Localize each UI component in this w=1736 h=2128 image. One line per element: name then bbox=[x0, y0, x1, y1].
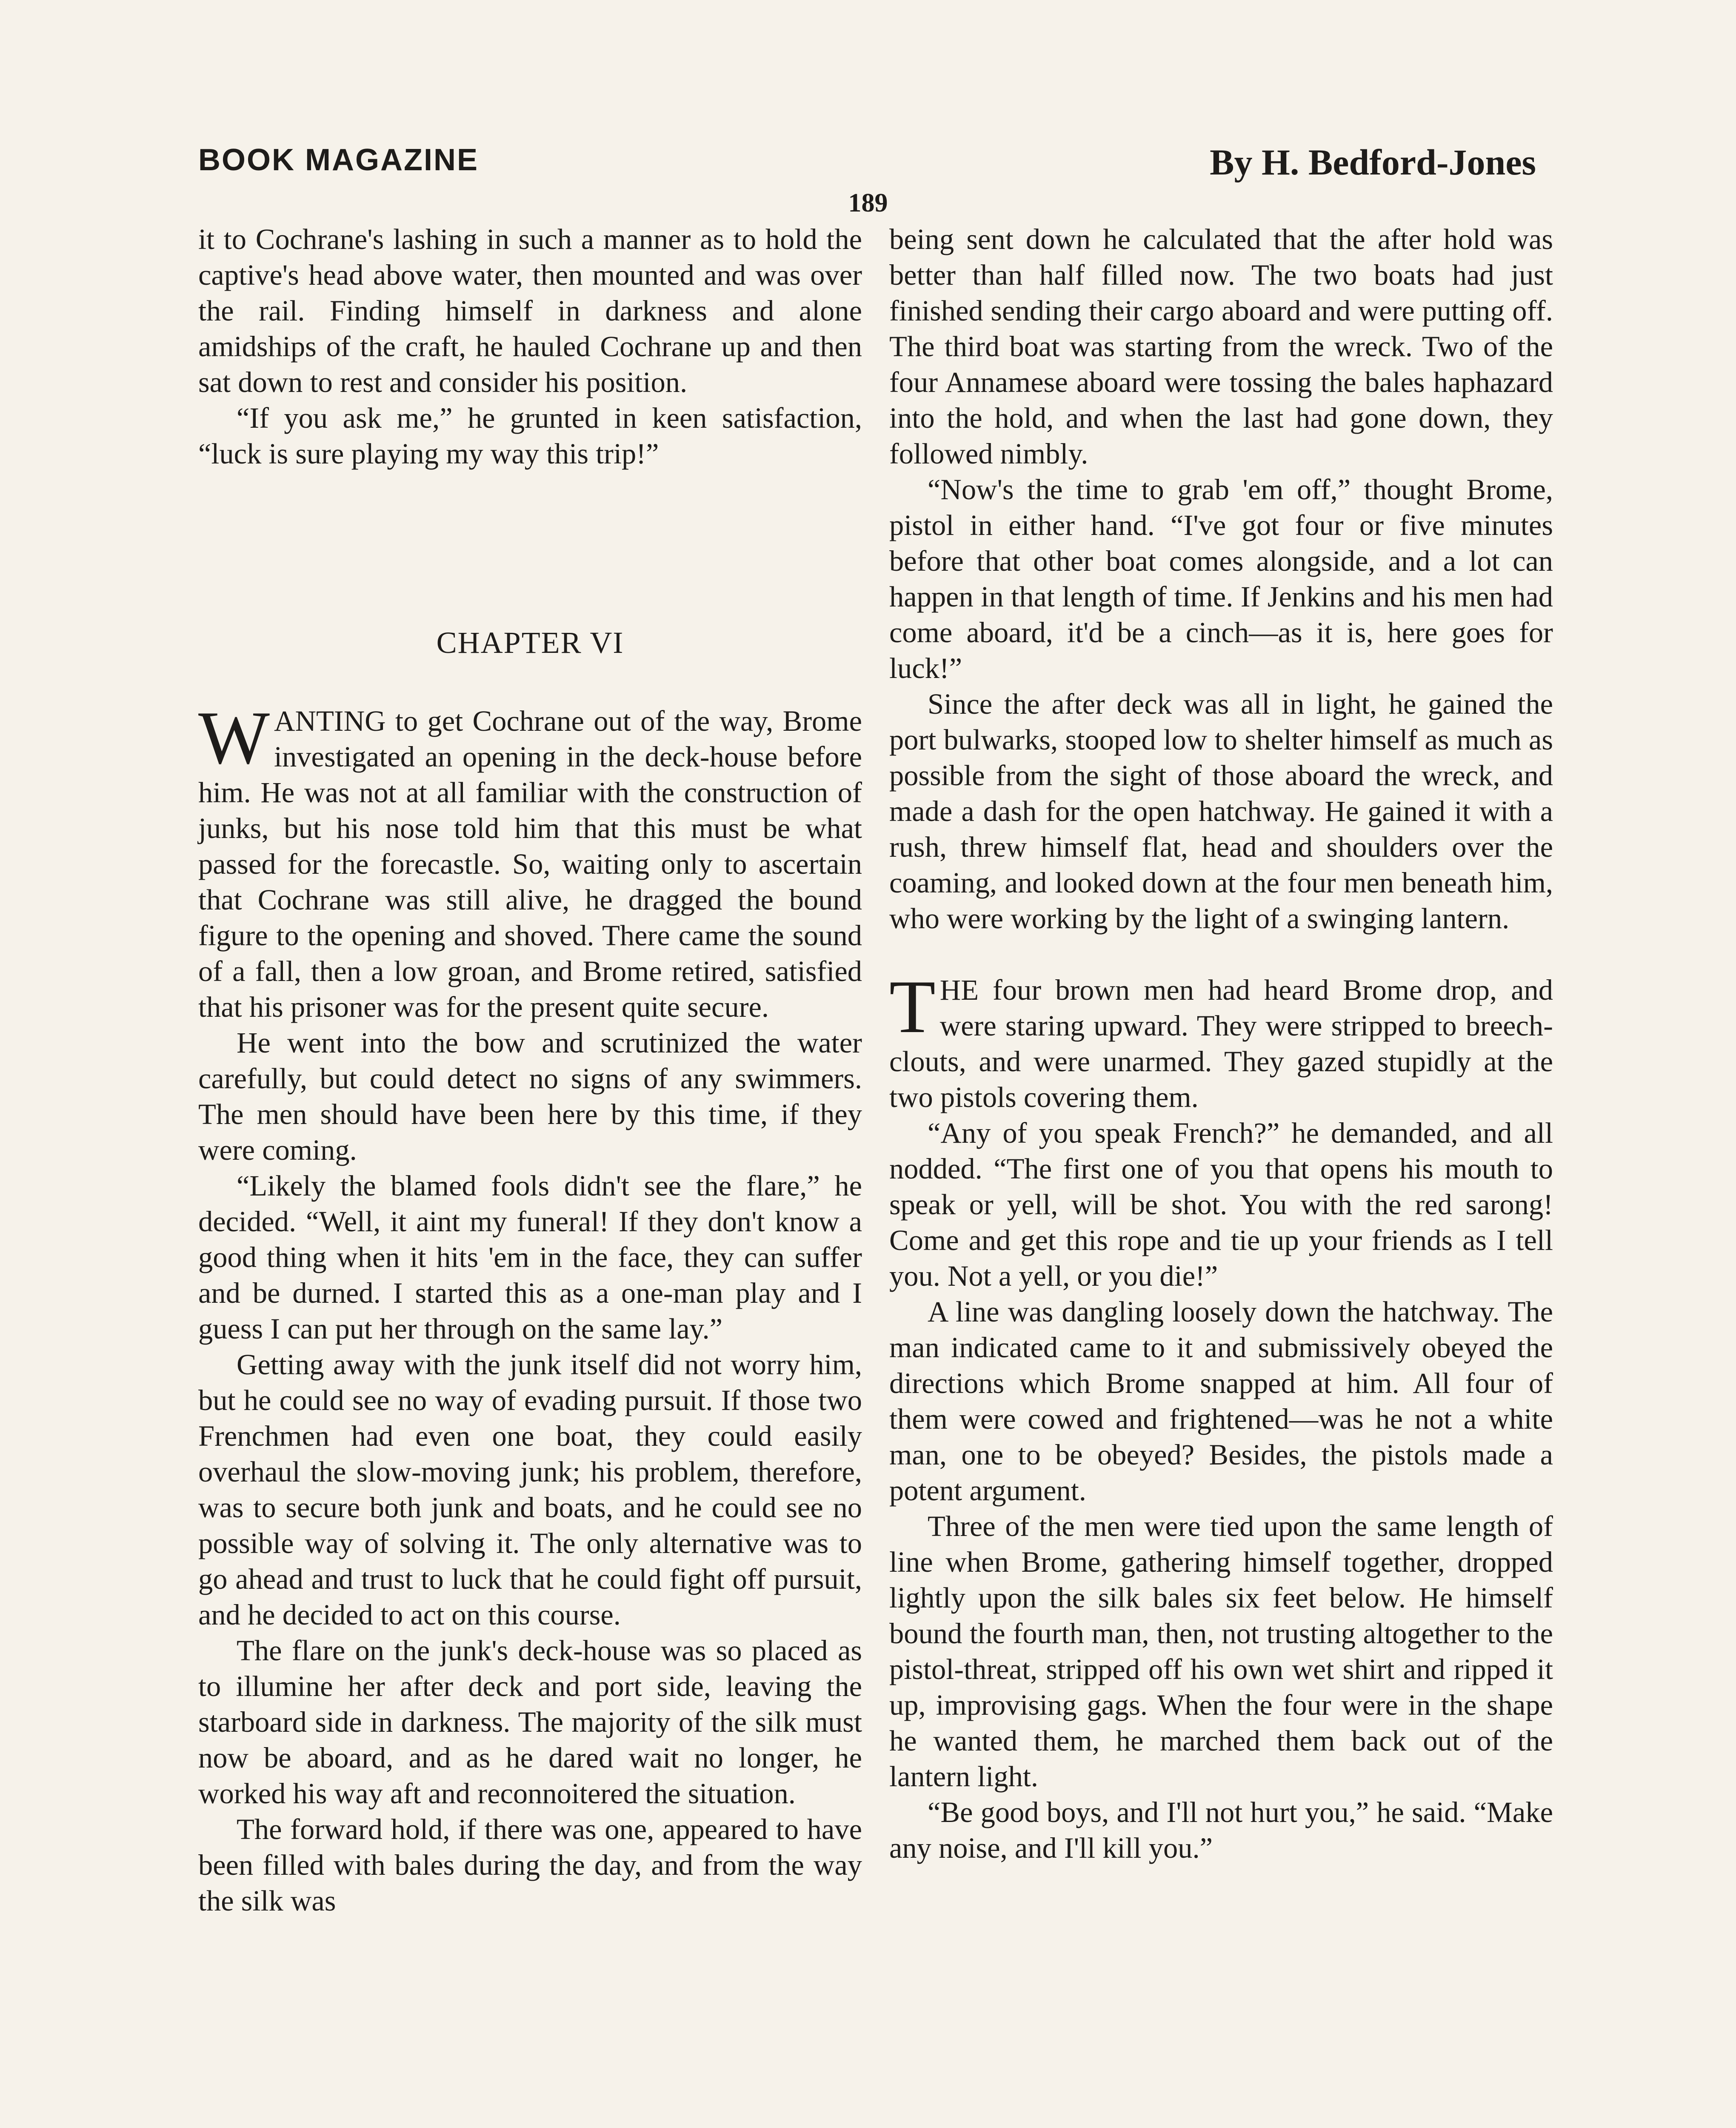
paragraph: “Any of you speak French?” he demanded, and all nodded. “The first one of you that opens his mouth to speak or yell, will be shot. You with the red sarong! Come and get this rope and tie up your friends as I tell you. Not a yell, or you die!” bbox=[889, 1117, 1553, 1292]
paragraph-text: ANTING to get Cochrane out of the way, Brome investigated an opening in the deck-house before him. He was not at all familiar with the construction of junks, but his nose told him that this must be what passed for the forecastle. So, waiting only to ascertain that Cochrane was still alive, he dragged the bound figure to the opening and shoved. There came the sound of a fall, then a low groan, and Brome retired, satisfied that his prisoner was for the present quite secure. bbox=[198, 705, 862, 1023]
paragraph: “If you ask me,” he grunted in keen satisfaction, “luck is sure playing my way this trip!” bbox=[198, 402, 862, 470]
paragraph: The flare on the junk's deck-house was so placed as to illumine her after deck and port side, leaving the starboard side in darkness. The majority of the silk must now be aboard, and as he dared wait no longer, he worked his way aft and reconnoitered the situation. bbox=[198, 1634, 862, 1810]
paragraph: The forward hold, if there was one, appeared to have been filled with bales during the day, and from the way the silk was bbox=[198, 1813, 862, 1917]
paragraph: it to Cochrane's lashing in such a manner as to hold the captive's head above water, then mounted and was over the rail. Finding himself in darkness and alone amidships of the craft, he hauled Cochrane up and then sat down to rest and consider his position. bbox=[198, 223, 862, 398]
paragraph: A line was dangling loosely down the hatchway. The man indicated came to it and submissively obeyed the directions which Brome snapped at him. All four of them were cowed and frightened—was he not a white man, one to be obeyed? Besides, the pistols made a potent argument. bbox=[889, 1296, 1553, 1507]
paragraph-with-dropcap bbox=[889, 964, 1553, 1115]
drop-cap: W bbox=[198, 695, 270, 780]
paragraph: He went into the bow and scrutinized the water carefully, but could detect no signs of any swimmers. The men should have been here by this time, if they were coming. bbox=[198, 1027, 862, 1166]
paragraph: Getting away with the junk itself did not worry him, but he could see no way of evading pursuit. If those two Frenchmen had even one boat, they could easily overhaul the slow-moving junk; his problem, therefore, was to secure both junk and boats, and he could see no possible way of solving it. The only alternative was to go ahead and trust to luck that he could fight off pursuit, and he decided to act on this course. bbox=[198, 1348, 862, 1631]
paragraph: Since the after deck was all in light, he gained the port bulwarks, stooped low to shelter himself as much as possible from the sight of those aboard the wreck, and made a dash for the open hatchway. He gained it with a rush, threw himself flat, head and shoulders over the coaming, and looked down at the four men beneath him, who were working by the light of a swinging lantern. bbox=[889, 688, 1553, 935]
chapter-title: CHAPTER VI bbox=[436, 626, 624, 660]
left-column bbox=[198, 221, 862, 1919]
paragraph: “Now's the time to grab 'em off,” thought Brome, pistol in either hand. “I've got four or five minutes before that other boat comes alongside, and a lot can happen in that length of time. If Jenkins and his men had come aboard, it'd be a cinch—as it is, here goes for luck!” bbox=[889, 473, 1553, 684]
paragraph: Three of the men were tied upon the same length of line when Brome, gathering himself together, dropped lightly upon the silk bales six feet below. He himself bound the fourth man, then, not trusting altogether to the pistol-threat, stripped off his own wet shirt and ripped it up, improvising gags. When the four were in the shape he wanted them, he marched them back out of the lantern light. bbox=[889, 1510, 1553, 1793]
drop-cap: T bbox=[889, 964, 936, 1049]
paragraph: “Likely the blamed fools didn't see the flare,” he decided. “Well, it aint my funeral! If they don't know a good thing when it hits 'em in the face, they can suffer and be durned. I started this as a one-man play and I guess I can put her through on the same lay.” bbox=[198, 1170, 862, 1345]
header-byline: By H. Bedford-Jones bbox=[1210, 142, 1536, 183]
paragraph: being sent down he calculated that the after hold was better than half filled now. The two boats had just finished sending their cargo aboard and were putting off. The third boat was starting from the wreck. Two of the four Annamese aboard were tossing the bales haphazard into the hold, and when the last had gone down, they followed nimbly. bbox=[889, 223, 1553, 470]
header-magazine-title: BOOK MAGAZINE bbox=[198, 143, 479, 177]
paragraph: “Be good boys, and I'll not hurt you,” he said. “Make any noise, and I'll kill you.” bbox=[889, 1796, 1553, 1864]
page-number: 189 bbox=[848, 189, 888, 217]
right-column bbox=[889, 221, 1553, 1866]
paragraph-with-dropcap bbox=[198, 695, 862, 1025]
paragraph-text: HE four brown men had heard Brome drop, and were staring upward. They were stripped to breech-clouts, and were unarmed. They gazed stupidly at the two pistols covering them. bbox=[889, 974, 1553, 1113]
section-break bbox=[889, 936, 1553, 972]
